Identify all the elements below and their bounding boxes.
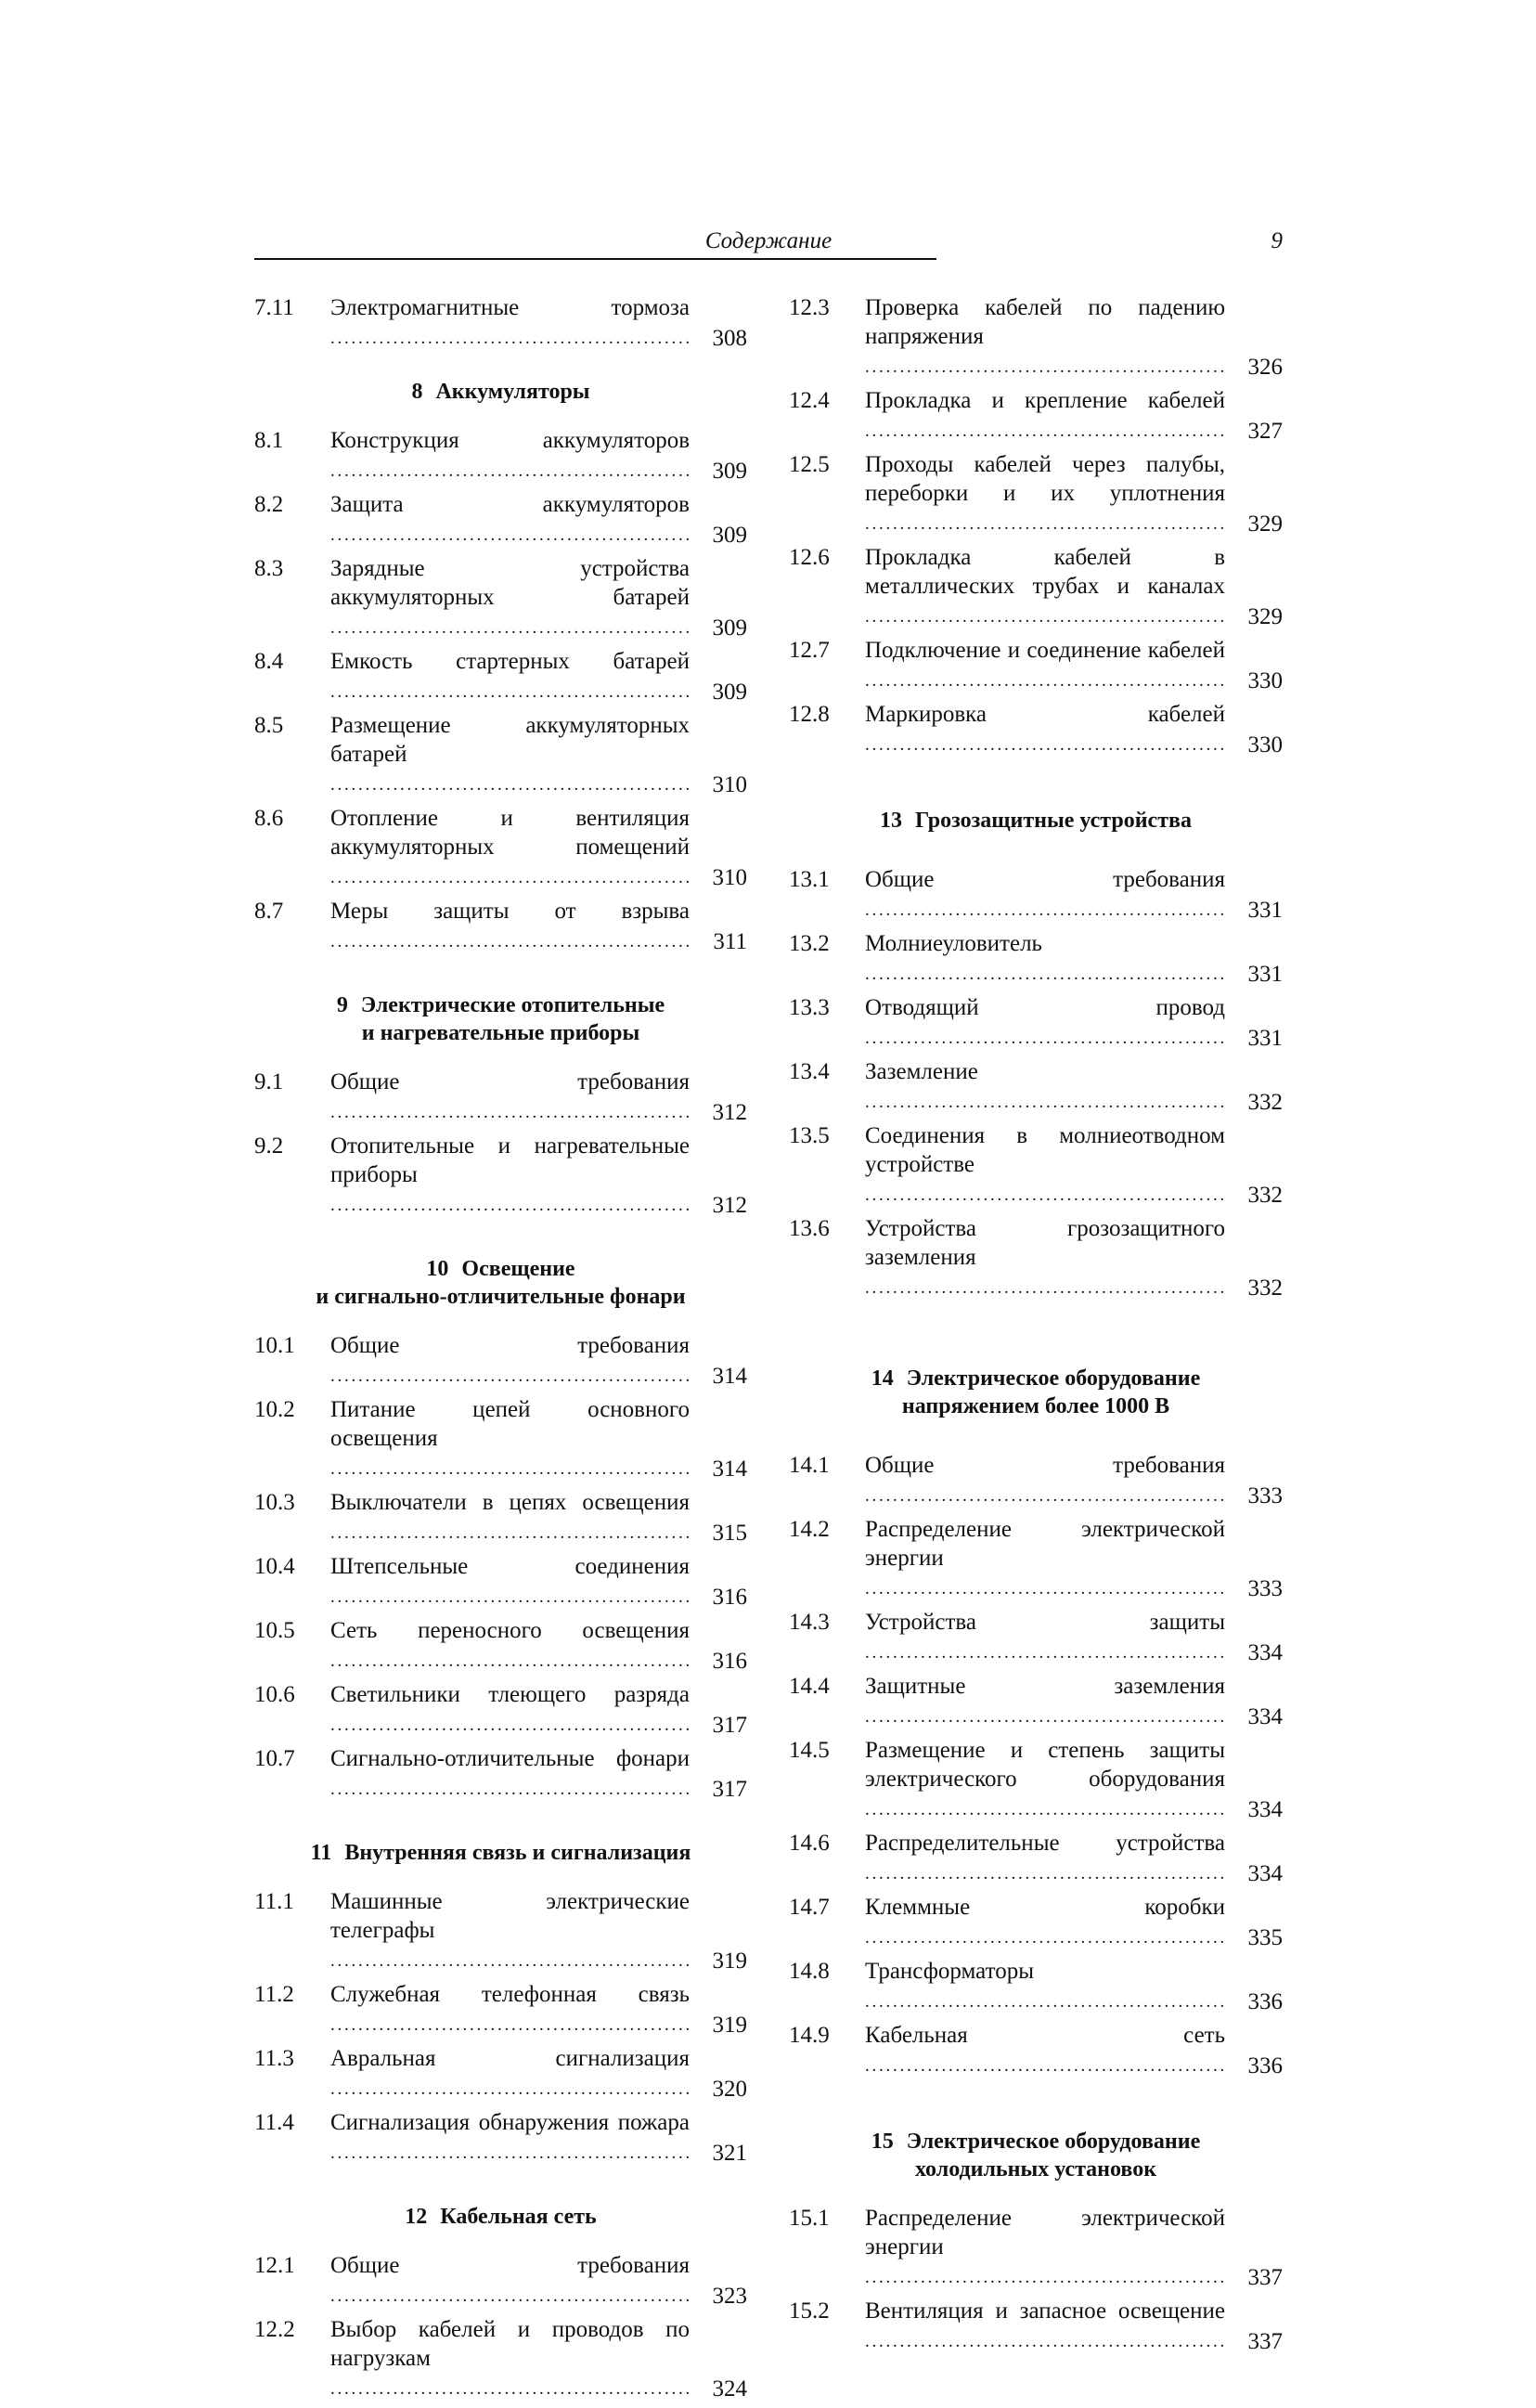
entry-page: 331 <box>1245 896 1284 925</box>
entry-page: 324 <box>709 2375 748 2403</box>
entry-number: 14.7 <box>789 1895 830 1920</box>
dot-leader <box>330 2075 690 2100</box>
entry-page: 337 <box>1245 2327 1284 2356</box>
running-header <box>254 226 1283 261</box>
entry-page: 314 <box>709 1455 748 1483</box>
entry-title: Отводящий провод <box>865 995 1225 1020</box>
section-title-line2: напряжением более 1000 В <box>901 1394 1170 1418</box>
toc-entry[interactable] <box>789 1121 1283 1210</box>
entry-page: 330 <box>1245 667 1284 695</box>
toc-entry[interactable] <box>254 897 747 956</box>
section-number: 15 <box>871 2130 894 2154</box>
entry-page: 320 <box>709 2075 748 2104</box>
entry-number: 10.7 <box>254 1746 295 1771</box>
section-title-line1: Электрическое оборудование <box>906 1366 1201 1391</box>
entry-number: 10.4 <box>254 1554 295 1579</box>
entry-number: 14.9 <box>789 2023 830 2048</box>
dot-leader <box>330 1362 690 1387</box>
entry-page: 319 <box>709 2011 748 2039</box>
toc-entry[interactable] <box>254 647 747 706</box>
entry-number: 12.1 <box>254 2253 295 2278</box>
entry-title: Светильники тлеющего разряда <box>330 1682 690 1707</box>
page-number: 9 <box>1271 228 1283 253</box>
dot-leader <box>865 1638 1225 1664</box>
entry-number: 7.11 <box>254 295 294 320</box>
header-rule <box>254 258 936 260</box>
entry-number: 9.2 <box>254 1133 284 1159</box>
dot-leader <box>330 1098 690 1123</box>
entry-number: 14.4 <box>789 1674 830 1699</box>
dot-leader <box>330 2375 690 2400</box>
entry-title: Молниеуловитель <box>865 931 1042 956</box>
dot-leader <box>865 960 1225 985</box>
entry-title: Сигнально-отличительные фонари <box>330 1746 690 1771</box>
dot-leader <box>865 667 1225 692</box>
section-heading-8 <box>254 378 747 406</box>
section-title: Кабельная сеть <box>440 2205 597 2229</box>
toc-entry[interactable] <box>254 490 747 550</box>
dot-leader <box>330 1519 690 1544</box>
entry-number: 14.3 <box>789 1610 830 1635</box>
entry-page: 332 <box>1245 1181 1284 1210</box>
entry-page: 309 <box>709 521 748 550</box>
dot-leader <box>330 1775 690 1800</box>
entry-page: 310 <box>709 770 748 799</box>
entry-title: Защитные заземления <box>865 1674 1225 1699</box>
section-heading-13 <box>789 807 1283 835</box>
entry-title: Выключатели в цепях освещения <box>330 1490 690 1515</box>
entry-page: 329 <box>1245 510 1284 538</box>
entry-number: 13.3 <box>789 995 830 1020</box>
dot-leader <box>865 2327 1225 2352</box>
section-number: 13 <box>880 809 903 833</box>
toc-entry[interactable] <box>254 711 747 799</box>
section-heading-10 <box>254 1255 747 1311</box>
entry-number: 10.2 <box>254 1397 295 1422</box>
entry-title: Размещение и степень защиты электрического оборудования <box>865 1738 1225 1792</box>
dot-leader <box>865 1088 1225 1113</box>
dot-leader <box>330 863 690 888</box>
dot-leader <box>865 731 1225 756</box>
section-title-line2: и нагревательные приборы <box>361 1021 640 1045</box>
entry-title: Авральная сигнализация <box>330 2046 690 2071</box>
dot-leader <box>865 1795 1225 1820</box>
dot-leader <box>865 602 1225 628</box>
toc-entry[interactable] <box>789 1829 1283 1888</box>
entry-title: Меры защиты от взрыва <box>330 899 690 924</box>
entry-page: 317 <box>709 1711 748 1740</box>
entry-number: 14.1 <box>789 1453 830 1478</box>
toc-entry[interactable] <box>254 2251 747 2311</box>
toc-entry[interactable] <box>254 2315 747 2403</box>
toc-entry[interactable] <box>789 2297 1283 2356</box>
section-heading-15 <box>789 2128 1283 2183</box>
entry-title: Отопление и вентиляция аккумуляторных помещений <box>330 806 690 860</box>
dot-leader <box>330 1455 690 1480</box>
section-number: 8 <box>411 380 423 404</box>
entry-page: 314 <box>709 1362 748 1391</box>
entry-number: 12.4 <box>789 388 830 413</box>
dot-leader <box>865 353 1225 378</box>
entry-page: 309 <box>709 614 748 642</box>
toc-entry[interactable] <box>789 993 1283 1053</box>
toc-entry[interactable] <box>789 2021 1283 2080</box>
section-title-line1: Освещение <box>461 1257 575 1281</box>
toc-entry[interactable] <box>254 1552 747 1612</box>
toc-entry[interactable] <box>789 1057 1283 1117</box>
entry-page: 330 <box>1245 731 1284 759</box>
entry-page: 329 <box>1245 602 1284 631</box>
entry-number: 15.2 <box>789 2298 830 2324</box>
section-heading-14 <box>789 1365 1283 1420</box>
entry-page: 332 <box>1245 1088 1284 1117</box>
entry-title: Машинные электрические телеграфы <box>330 1889 690 1943</box>
entry-page: 336 <box>1245 1987 1284 2016</box>
entry-number: 13.6 <box>789 1216 830 1241</box>
toc-entry[interactable] <box>254 1616 747 1676</box>
entry-number: 15.1 <box>789 2206 830 2231</box>
entry-number: 13.5 <box>789 1123 830 1148</box>
entry-number: 14.5 <box>789 1738 830 1763</box>
dot-leader <box>330 2282 690 2307</box>
dot-leader <box>330 927 690 952</box>
entry-title: Емкость стартерных батарей <box>330 649 690 674</box>
entry-title: Кабельная сеть <box>865 2023 1225 2048</box>
entry-page: 311 <box>709 927 747 956</box>
entry-title: Размещение аккумуляторных батарей <box>330 713 690 767</box>
entry-number: 12.7 <box>789 638 830 663</box>
entry-page: 308 <box>709 324 748 353</box>
entry-title: Соединения в молниеотводном устройстве <box>865 1123 1225 1177</box>
dot-leader <box>865 1859 1225 1884</box>
toc-entry[interactable] <box>254 1680 747 1740</box>
entry-page: 334 <box>1245 1702 1284 1731</box>
entry-title: Выбор кабелей и проводов по нагрузкам <box>330 2317 690 2371</box>
toc-entry[interactable] <box>254 1068 747 1127</box>
dot-leader <box>330 614 690 639</box>
dot-leader <box>865 1024 1225 1049</box>
entry-number: 8.7 <box>254 899 284 924</box>
entry-page: 334 <box>1245 1795 1284 1824</box>
dot-leader <box>330 1947 690 1972</box>
entry-title: Заземление <box>865 1059 978 1084</box>
entry-title: Питание цепей основного освещения <box>330 1397 690 1451</box>
toc-entry[interactable] <box>789 1736 1283 1824</box>
section-heading-12 <box>254 2203 747 2231</box>
entry-number: 14.2 <box>789 1517 830 1542</box>
entry-title: Устройства грозозащитного заземления <box>865 1216 1225 1270</box>
entry-page: 334 <box>1245 1859 1284 1888</box>
dot-leader <box>865 1923 1225 1948</box>
toc-entry[interactable] <box>789 543 1283 631</box>
toc-entry[interactable] <box>789 1451 1283 1510</box>
entry-page: 309 <box>709 457 748 485</box>
entry-title: Общие требования <box>865 1453 1225 1478</box>
entry-title: Защита аккумуляторов <box>330 492 690 517</box>
toc-entry[interactable] <box>789 636 1283 695</box>
dot-leader <box>330 521 690 546</box>
section-number: 12 <box>405 2205 428 2229</box>
toc-entry[interactable] <box>254 1980 747 2039</box>
entry-page: 332 <box>1245 1274 1284 1302</box>
entry-page: 333 <box>1245 1482 1284 1510</box>
toc-entry[interactable] <box>254 2108 747 2168</box>
entry-number: 8.1 <box>254 428 284 453</box>
entry-title: Прокладка кабелей в металлических трубах и каналах <box>865 545 1225 599</box>
entry-number: 13.2 <box>789 931 830 956</box>
entry-page: 337 <box>1245 2263 1284 2292</box>
entry-number: 14.6 <box>789 1831 830 1856</box>
entry-page: 310 <box>709 863 748 892</box>
toc-entry[interactable] <box>254 804 747 892</box>
entry-title: Общие требования <box>330 2253 690 2278</box>
entry-title: Зарядные устройства аккумуляторных батарей <box>330 556 690 610</box>
toc-entry[interactable] <box>254 1331 747 1391</box>
toc-entry[interactable] <box>789 1893 1283 1952</box>
toc-entry[interactable] <box>789 1672 1283 1731</box>
section-title: Внутренняя связь и сигнализация <box>344 1841 691 1865</box>
dot-leader <box>330 2011 690 2036</box>
toc-entry[interactable] <box>254 2044 747 2104</box>
toc-entry[interactable] <box>789 1214 1283 1302</box>
toc-entry[interactable] <box>789 1608 1283 1667</box>
dot-leader <box>865 1574 1225 1599</box>
entry-page: 316 <box>709 1647 748 1676</box>
entry-title: Конструкция аккумуляторов <box>330 428 690 453</box>
entry-number: 12.6 <box>789 545 830 570</box>
entry-number: 8.6 <box>254 806 284 831</box>
section-number: 14 <box>871 1366 894 1391</box>
dot-leader <box>865 2052 1225 2077</box>
entry-title: Подключение и соединение кабелей <box>865 638 1225 663</box>
entry-title: Распределение электрической энергии <box>865 1517 1225 1571</box>
toc-entry[interactable] <box>254 1744 747 1804</box>
entry-title: Общие требования <box>865 867 1225 892</box>
entry-page: 335 <box>1245 1923 1284 1952</box>
entry-number: 13.4 <box>789 1059 830 1084</box>
entry-title: Штепсельные соединения <box>330 1554 690 1579</box>
entry-title: Проходы кабелей через палубы, переборки и их уплотнения <box>865 452 1225 506</box>
entry-number: 11.1 <box>254 1889 294 1914</box>
entry-title: Сигнализация обнаружения пожара <box>330 2110 690 2135</box>
dot-leader <box>330 457 690 482</box>
toc-entry[interactable] <box>789 929 1283 989</box>
section-heading-11 <box>254 1839 747 1867</box>
toc-entry[interactable] <box>254 293 747 353</box>
toc-entry[interactable] <box>789 293 1283 382</box>
entry-title: Распределение электрической энергии <box>865 2206 1225 2259</box>
entry-page: 323 <box>709 2282 748 2311</box>
entry-page: 331 <box>1245 1024 1284 1053</box>
toc-entry[interactable] <box>789 700 1283 759</box>
entry-page: 312 <box>709 1098 748 1127</box>
entry-number: 8.5 <box>254 713 284 738</box>
entry-title: Распределительные устройства <box>865 1831 1225 1856</box>
dot-leader <box>865 417 1225 442</box>
toc-entry[interactable] <box>789 386 1283 446</box>
dot-leader <box>865 1181 1225 1206</box>
section-title-line2: и сигнально-отличительные фонари <box>316 1285 686 1309</box>
entry-page: 316 <box>709 1583 748 1612</box>
toc-entry[interactable] <box>254 1488 747 1547</box>
dot-leader <box>865 1702 1225 1728</box>
entry-number: 10.5 <box>254 1618 295 1643</box>
toc-entry[interactable] <box>254 426 747 485</box>
section-title-line1: Электрическое оборудование <box>906 2130 1201 2154</box>
entry-number: 12.5 <box>789 452 830 477</box>
entry-title: Отопительные и нагревательные приборы <box>330 1133 690 1187</box>
entry-title: Общие требования <box>330 1333 690 1358</box>
entry-page: 331 <box>1245 960 1284 989</box>
entry-number: 12.3 <box>789 295 830 320</box>
entry-page: 334 <box>1245 1638 1284 1667</box>
toc-entry[interactable] <box>789 865 1283 925</box>
section-title: Аккумуляторы <box>435 380 590 404</box>
entry-page: 327 <box>1245 417 1284 446</box>
entry-title: Вентиляция и запасное освещение <box>865 2298 1225 2324</box>
entry-number: 11.3 <box>254 2046 294 2071</box>
section-number: 11 <box>310 1841 332 1865</box>
entry-title: Служебная телефонная связь <box>330 1982 690 2007</box>
entry-number: 8.3 <box>254 556 284 581</box>
dot-leader <box>330 1583 690 1608</box>
entry-page: 315 <box>709 1519 748 1547</box>
running-header-title: Содержание <box>704 228 833 253</box>
entry-page: 317 <box>709 1775 748 1804</box>
dot-leader <box>330 678 690 703</box>
section-number: 10 <box>426 1257 449 1281</box>
entry-page: 312 <box>709 1191 748 1220</box>
dot-leader <box>865 1274 1225 1299</box>
entry-number: 12.8 <box>789 702 830 727</box>
entry-number: 12.2 <box>254 2317 295 2342</box>
section-title-line1: Электрические отопительные <box>360 993 665 1017</box>
toc-entry[interactable] <box>254 554 747 642</box>
dot-leader <box>865 2263 1225 2288</box>
entry-page: 319 <box>709 1947 748 1975</box>
dot-leader <box>330 1191 690 1216</box>
entry-number: 10.6 <box>254 1682 295 1707</box>
dot-leader <box>865 896 1225 921</box>
section-title-line2: холодильных установок <box>914 2157 1157 2181</box>
entry-page: 321 <box>709 2139 748 2168</box>
toc-entry[interactable] <box>254 1132 747 1220</box>
entry-title: Трансформаторы <box>865 1959 1035 1984</box>
dot-leader <box>330 1711 690 1736</box>
entry-title: Проверка кабелей по падению напряжения <box>865 295 1225 349</box>
entry-page: 309 <box>709 678 748 706</box>
entry-number: 10.1 <box>254 1333 295 1358</box>
entry-title: Клеммные коробки <box>865 1895 1225 1920</box>
entry-number: 11.4 <box>254 2110 294 2135</box>
toc-entry[interactable] <box>789 2204 1283 2292</box>
entry-number: 14.8 <box>789 1959 830 1984</box>
toc-entry[interactable] <box>789 450 1283 538</box>
dot-leader <box>330 324 690 349</box>
entry-number: 9.1 <box>254 1069 284 1094</box>
entry-page: 333 <box>1245 1574 1284 1603</box>
entry-title: Прокладка и крепление кабелей <box>865 388 1225 413</box>
entry-title: Электромагнитные тормоза <box>330 295 690 320</box>
dot-leader <box>865 510 1225 535</box>
toc-right-column <box>789 293 1283 2361</box>
dot-leader <box>330 770 690 796</box>
entry-number: 13.1 <box>789 867 830 892</box>
dot-leader <box>865 1482 1225 1507</box>
toc-entry[interactable] <box>254 1887 747 1975</box>
toc-left-column <box>254 293 747 2408</box>
dot-leader <box>330 2139 690 2164</box>
entry-number: 10.3 <box>254 1490 295 1515</box>
toc-entry[interactable] <box>789 1515 1283 1603</box>
entry-number: 11.2 <box>254 1982 294 2007</box>
entry-title: Сеть переносного освещения <box>330 1618 690 1643</box>
dot-leader <box>865 1987 1225 2013</box>
entry-number: 8.2 <box>254 492 284 517</box>
dot-leader <box>330 1647 690 1672</box>
section-heading-9 <box>254 991 747 1047</box>
toc-entry[interactable] <box>789 1957 1283 2016</box>
entry-page: 326 <box>1245 353 1284 382</box>
section-title: Грозозащитные устройства <box>915 809 1192 833</box>
entry-title: Устройства защиты <box>865 1610 1225 1635</box>
entry-title: Маркировка кабелей <box>865 702 1225 727</box>
entry-page: 336 <box>1245 2052 1284 2080</box>
section-number: 9 <box>336 993 348 1017</box>
toc-entry[interactable] <box>254 1395 747 1483</box>
entry-number: 8.4 <box>254 649 284 674</box>
entry-title: Общие требования <box>330 1069 690 1094</box>
